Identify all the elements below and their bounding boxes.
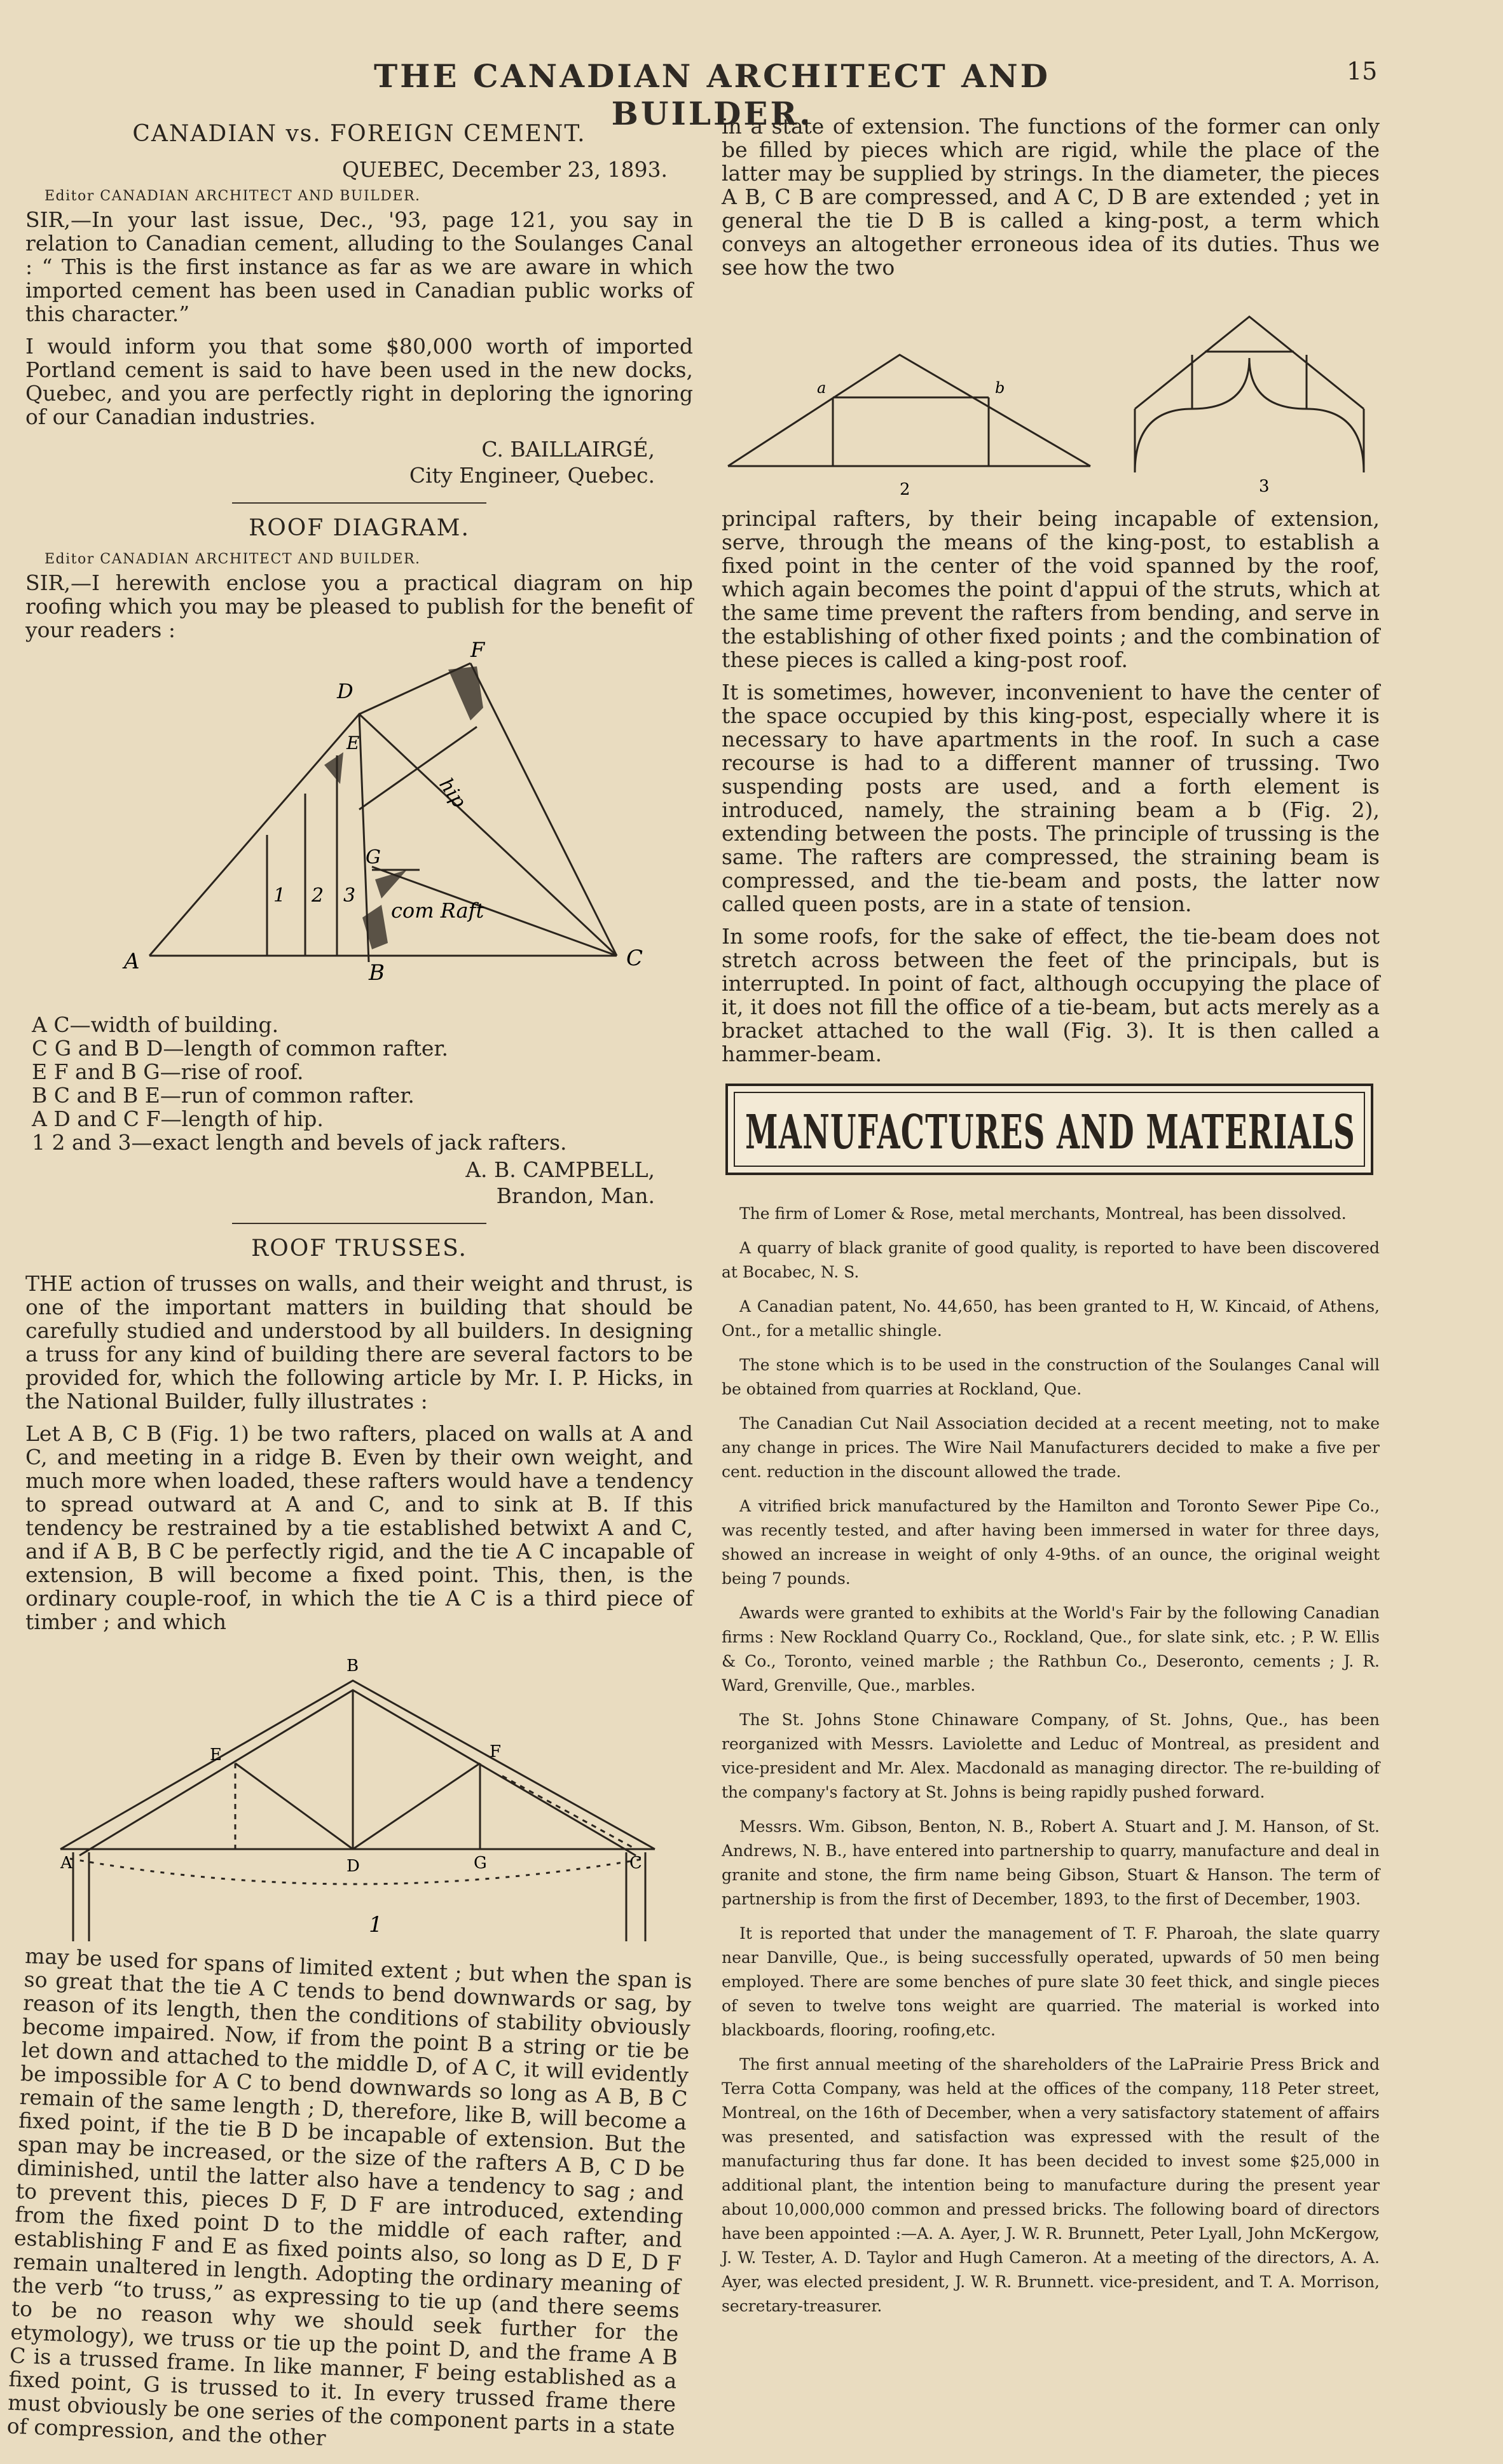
definition-item: E F and B G—rise of roof.: [32, 1059, 304, 1084]
cement-editor-line: Editor CANADIAN ARCHITECT AND BUILDER.: [45, 188, 421, 204]
news-item: A vitrified brick manufactured by the Hamilton and Toronto Sewer Pipe Co., was recently tested, and after having been immersed in water for three days, showed an increase in weight of only 4-9ths. of an ounce, the original weight being 7 pounds.: [722, 1497, 1380, 1588]
news-item: The first annual meeting of the shareholders of the LaPrairie Press Brick and Terra Cotta Company, was held at the offices of the company, 118 Peter street, Montreal, on the 16th of December, when a very satisfactory statement of affairs was presented, and satisfaction was expressed with the result of the manufacturing thus far done. It has been decided to invest some $25,000 in additional plant, the intention being to manufacture during the present year about 10,000,000 common and pressed bricks. The following board of directors have been appointed :—A. A. Ayer, J. W. R. Brunnett, Peter Lyall, John McKergow, J. W. Tester, A. D. Taylor and Hugh Cameron. At a meeting of the directors, A. A. Ayer, was elected president, J. W. R. Brunnett. vice-president, and T. A. Morrison, secretary-treasurer.: [722, 2055, 1380, 2315]
truss-figures-2-3: [722, 288, 1380, 507]
diagram-label-d: D: [337, 679, 353, 703]
roof-diagram-editor-line: Editor CANADIAN ARCHITECT AND BUILDER.: [45, 551, 421, 567]
cement-dateline: QUEBEC, December 23, 1893.: [342, 157, 668, 182]
trusses-continued-paragraph-3: It is sometimes, however, inconvenient to have the center of the space occupied by this king-post, especially where it is necessary to have apartments in the roof. In such a case recourse is had to a different manner of trussing. Two suspending posts are used, and a forth element is introduced, namely, the straining beam a b (Fig. 2), extending between the posts. The principle of trussing is the same. The rafters are compressed, the straining beam is compressed, and the tie-beam and posts, the latter now called queen posts, are in a state of tension.: [722, 680, 1380, 916]
truss-figure-1: [25, 1642, 693, 1944]
page-header: [0, 57, 1503, 132]
diagram-label-com-raft: com Raft: [391, 898, 484, 923]
fig3-caption: 3: [1259, 477, 1270, 496]
fig1-label-c: C: [629, 1854, 642, 1873]
right-column: [722, 114, 1380, 2329]
fig1-label-e: E: [210, 1745, 222, 1765]
diagram-label-c: C: [626, 946, 643, 971]
roof-trusses-heading: ROOF TRUSSES.: [251, 1235, 467, 1262]
news-item: Awards were granted to exhibits at the World's Fair by the following Canadian firms : New Rockland Quarry Co., Rockland, Que., for slate sink, etc. ; P. W. Ellis & Co., Toronto, veined marble ; the Rathbun Co., Deseronto, cements ; J. R. Ward, Grenville, Que., marbles.: [722, 1604, 1380, 1695]
trusses-continued-paragraph-1: in a state of extension. The functions of the former can only be filled by pieces which are rigid, while the place of the latter may be supplied by strings. In the diameter, the pieces A B, C B are compressed, and A C, D B are extended ; yet in general the tie D B is called a king-post, a term which conveys an altogether erroneous idea of its duties. Thus we see how the two: [722, 114, 1380, 280]
trusses-continued-paragraph-4: In some roofs, for the sake of effect, the tie-beam does not stretch across between the feet of the principals, but is interrupted. In point of fact, although occupying the place of it, it does not fill the office of a tie-beam, but acts merely as a bracket attached to the wall (Fig. 3). It is then called a hammer-beam.: [722, 924, 1380, 1066]
fig2-label-a: a: [817, 379, 827, 397]
news-item: It is reported that under the management of T. F. Pharoah, the slate quarry near Danville, Que., is being successfully operated, upwards of 50 men being employed. There are some benches of pure slate 30 feet thick, and single pieces of seven to twelve tons weight are quarried. The material is worked into blackboards, flooring, roofing,etc.: [722, 1924, 1380, 2039]
diagram-label-g: G: [366, 846, 381, 869]
divider-rule: [232, 1223, 486, 1224]
definition-item: B C and B E—run of common rafter.: [32, 1083, 415, 1108]
news-item: The Canadian Cut Nail Association decided at a recent meeting, not to make any change in prices. The Wire Nail Manufacturers decided to make a five per cent. reduction in the discount allowed the trade.: [722, 1414, 1380, 1481]
manufactures-banner-graphic: [722, 1078, 1380, 1180]
definition-item: A D and C F—length of hip.: [32, 1106, 324, 1131]
trusses-paragraph-3: may be used for spans of limited extent ; but when the span is so great that the tie A C tends to bend downwards or sag, by reason of its length, then the conditions of stability obviously become impaired. Now, if from the point B a string or tie be let down and attached to the middle D, of A C, it will evidently be impossible for A C to bend downwards so long as A B, B C remain of the same length ; D, therefore, like B, will become a fixed point, if the tie B D be incapable of extension. But the span may be increased, or the size of the rafters A B, C D be diminished, until the latter also have a tendency to sag ; and to prevent this, pieces D F, D F are introduced, extending from the fixed point D to the middle of each rafter, and establishing F and E as fixed points also, so long as D E, D F remain unaltered in length. Adopting the ordinary meaning of the verb “to truss,” as expressing to tie up (and there seems to be no reason why we should seek further for the etymology), we truss or tie up the point D, and the frame A B C is a trussed frame. In like manner, F being established as a fixed point, G is trussed to it. In every trussed frame there must obviously be one series of the component parts in a state of compression, and the other: [6, 1943, 693, 2451]
trusses-continued-paragraph-2: principal rafters, by their being incapable of extension, serve, through the means of the king-post, to establish a fixed point in the center of the void spanned by the roof, which again becomes the point d'appui of the struts, which at the same time prevent the rafters from bending, and serve in the establishing of other fixed points ; and the combination of these pieces is called a king-post roof.: [722, 506, 1380, 672]
fig1-label-f: F: [490, 1742, 502, 1761]
news-item: The St. Johns Stone Chinaware Company, of St. Johns, Que., has been reorganized with Messrs. Laviolette and Leduc of Montreal, as president and vice-president and Mr. Alex. Macdonald as managing director. The re-building of the company's factory at St. Johns is being rapidly pushed forward.: [722, 1710, 1380, 1801]
fig1-label-b: B: [347, 1656, 359, 1676]
truss-diagrams-2-3: [722, 288, 1380, 504]
news-item: Messrs. Wm. Gibson, Benton, N. B., Robert A. Stuart and J. M. Hanson, of St. Andrews, N. B., have entered into partnership to quarry, manufacture and deal in granite and stone, the firm name being Gibson, Stuart & Hanson. The term of partnership is from the first of December, 1893, to the first of December, 1903.: [722, 1817, 1380, 1908]
divider-rule: [232, 502, 486, 504]
cement-paragraph-1: SIR,—In your last issue, Dec., '93, page 121, you say in relation to Canadian cement, alluding to the Soulanges Canal : “ This is the first instance as far as we are aware in which imported cement has been used in Canadian public works of this character.”: [25, 207, 693, 326]
news-item: The firm of Lomer & Rose, metal merchants, Montreal, has been dissolved.: [739, 1204, 1347, 1223]
diagram-label-1: 1: [273, 884, 286, 907]
fig1-label-a: A: [60, 1854, 72, 1873]
news-item: A quarry of black granite of good quality, is reported to have been discovered at Bocabec, N. S.: [722, 1239, 1380, 1281]
hip-roof-diagram: [25, 638, 693, 1007]
trusses-paragraph-1: THE action of trusses on walls, and their weight and thrust, is one of the important matters in building that should be carefully studied and understood by all builders. In designing a truss for any kind of building there are several factors to be provided for, which the following article by Mr. I. P. Hicks, in the National Builder, fully illustrates :: [25, 1271, 693, 1414]
page-number: 15: [1347, 57, 1378, 85]
definition-item: A C—width of building.: [32, 1012, 279, 1037]
diagram-definitions: [32, 1013, 693, 1154]
diagram-label-e: E: [347, 733, 360, 754]
manufactures-banner: [722, 1078, 1380, 1183]
fig2-label-b: b: [995, 379, 1005, 397]
fig2-caption: 2: [900, 480, 910, 499]
definition-item: C G and B D—length of common rafter.: [32, 1036, 449, 1061]
left-column: [6, 114, 693, 2451]
news-item: A Canadian patent, No. 44,650, has been granted to H, W. Kincaid, of Athens, Ont., for a metallic shingle.: [722, 1297, 1380, 1340]
roof-diagram-signature-place: Brandon, Man.: [496, 1183, 655, 1208]
news-item: The stone which is to be used in the construction of the Soulanges Canal will be obtained from quarries at Rockland, Que.: [722, 1356, 1380, 1398]
roof-diagram-signature-name: A. B. CAMPBELL,: [465, 1157, 655, 1182]
roof-diagram-paragraph: SIR,—I herewith enclose you a practical diagram on hip roofing which you may be pleased to publish for the benefit of your readers :: [25, 570, 693, 642]
definition-item: 1 2 and 3—exact length and bevels of jack rafters.: [32, 1130, 567, 1155]
diagram-label-2: 2: [312, 884, 324, 907]
fig1-label-d: D: [347, 1857, 360, 1876]
diagram-label-f: F: [470, 638, 485, 662]
fig1-caption: 1: [369, 1912, 383, 1937]
hip-roof-diagram-figure: [25, 638, 693, 1009]
diagram-label-hip: hip: [434, 774, 470, 813]
truss-diagram-1: [25, 1642, 693, 1941]
roof-diagram-heading: ROOF DIAGRAM.: [249, 515, 470, 541]
diagram-label-a: A: [124, 949, 140, 974]
cement-heading: CANADIAN vs. FOREIGN CEMENT.: [132, 121, 586, 147]
diagram-label-3: 3: [343, 884, 356, 907]
masthead-title: THE CANADIAN ARCHITECT AND BUILDER.: [373, 57, 1051, 132]
trusses-paragraph-2: Let A B, C B (Fig. 1) be two rafters, placed on walls at A and C, and meeting in a ridge B. Even by their own weight, and much more when loaded, these rafters would have a tendency to spread outward at A and C, and to sink at B. If this tendency be restrained by a tie established betwixt A and C, and if A B, B C be perfectly rigid, and the tie A C incapable of extension, B will become a fixed point. This, then, is the ordinary couple-roof, in which the tie A C is a third piece of timber ; and which: [25, 1421, 693, 1634]
cement-paragraph-2: I would inform you that some $80,000 worth of imported Portland cement is said to have been used in the new docks, Quebec, and you are perfectly right in deploring the ignoring of our Canadian industries.: [25, 334, 693, 429]
cement-signature-place: City Engineer, Quebec.: [409, 463, 655, 488]
manufactures-banner-title: MANUFACTURES AND MATERIALS: [745, 1105, 1355, 1160]
fig1-label-g: G: [474, 1854, 487, 1873]
cement-signature-name: C. BAILLAIRGÉ,: [481, 437, 655, 462]
diagram-label-b: B: [369, 960, 385, 986]
manufactures-news-list: [722, 1202, 1380, 2318]
